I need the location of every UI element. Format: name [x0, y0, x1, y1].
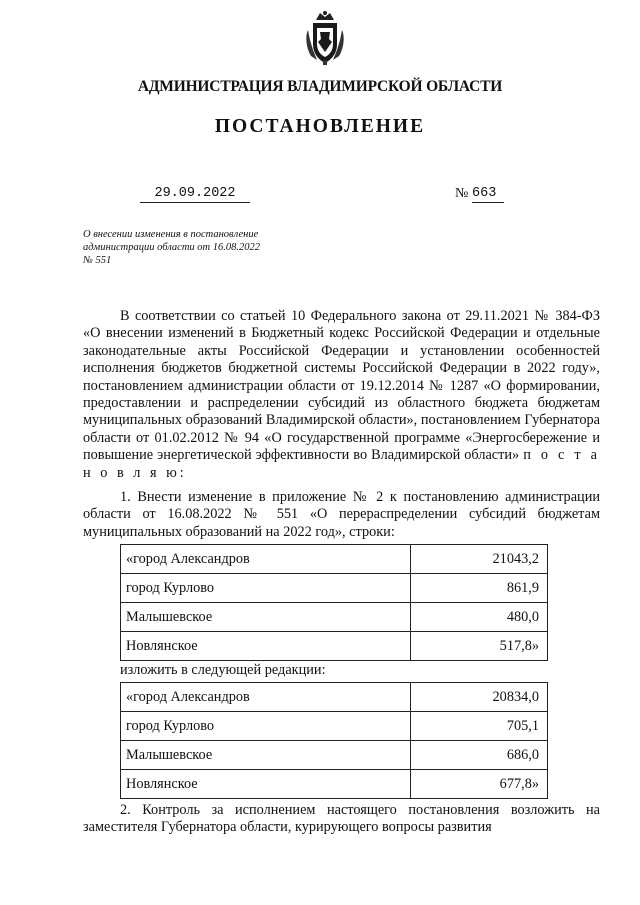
table-cell-value: 21043,2: [411, 545, 548, 574]
document-subject: [83, 228, 293, 267]
number-sign: №: [455, 186, 469, 201]
preamble-text: В соответствии со статьей 10 Федерального закона от 29.11.2021 № 384-ФЗ «О внесении изменений в Бюджетный кодекс Российской Федерации и отдельные законодательные акты Российской Федерации и установлении особенностей исполнения бюджетов бюджетной системы Российской Федерации в 2022 году», постановлением администрации области от 19.12.2014 № 1287 «О формировании, предоставлении и распределении субсидий из областного бюджета бюджетам муниципальных образований Владимирской области», постановлением Губернатора области от 01.02.2012 № 94 «О государственной программе «Энергосбережение и повышение энергетической эффективности во Владимирской области»: [83, 308, 600, 464]
table-row: [121, 683, 548, 712]
subject-line: О внесении изменения в постановление: [83, 229, 259, 240]
table-row: [121, 545, 548, 574]
organization-name: АДМИНИСТРАЦИЯ ВЛАДИМИРСКОЙ ОБЛАСТИ: [137, 78, 503, 95]
table-cell-value: 861,9: [411, 574, 548, 603]
document-type-title: ПОСТАНОВЛЕНИЕ: [214, 116, 426, 137]
table-row: [121, 712, 548, 741]
subject-line: администрации области от 16.08.2022: [83, 242, 261, 253]
document-number: 663: [472, 186, 504, 203]
table-cell-name: «город Александров: [121, 683, 411, 712]
table-cell-value: 705,1: [411, 712, 548, 741]
table-cell-name: Новлянское: [121, 770, 411, 799]
new-values-table: [120, 682, 548, 799]
document-date: 29.09.2022: [140, 186, 250, 203]
table-cell-value: 480,0: [411, 603, 548, 632]
old-values-table: [120, 544, 548, 661]
table-cell-value: 677,8»: [411, 770, 548, 799]
subject-line: № 551: [83, 255, 112, 266]
table-row: [121, 741, 548, 770]
decree-word: п о с т а н о в л я ю:: [83, 447, 600, 481]
table-cell-name: Малышевское: [121, 741, 411, 770]
item-2-paragraph: 2. Контроль за исполнением настоящего постановления возложить на заместителя Губернатора области, курирующего вопросы развития: [83, 802, 600, 836]
table-cell-name: Новлянское: [121, 632, 411, 661]
table-cell-value: 20834,0: [411, 683, 548, 712]
table-cell-name: Малышевское: [121, 603, 411, 632]
table-cell-name: «город Александров: [121, 545, 411, 574]
preamble-paragraph: [83, 308, 600, 482]
coat-of-arms-emblem: [303, 10, 347, 66]
table-cell-name: город Курлово: [121, 574, 411, 603]
table-row: [121, 632, 548, 661]
item-1-paragraph: 1. Внести изменение в приложение № 2 к постановлению администрации области от 16.08.2022 № 551 «О перераспределении субсидий бюджетам муниципальных образований на 2022 год», строки:: [83, 489, 600, 540]
table-row: [121, 574, 548, 603]
restate-paragraph: изложить в следующей редакции:: [120, 662, 326, 678]
table-cell-name: город Курлово: [121, 712, 411, 741]
table-cell-value: 686,0: [411, 741, 548, 770]
table-cell-value: 517,8»: [411, 632, 548, 661]
table-row: [121, 603, 548, 632]
table-row: [121, 770, 548, 799]
